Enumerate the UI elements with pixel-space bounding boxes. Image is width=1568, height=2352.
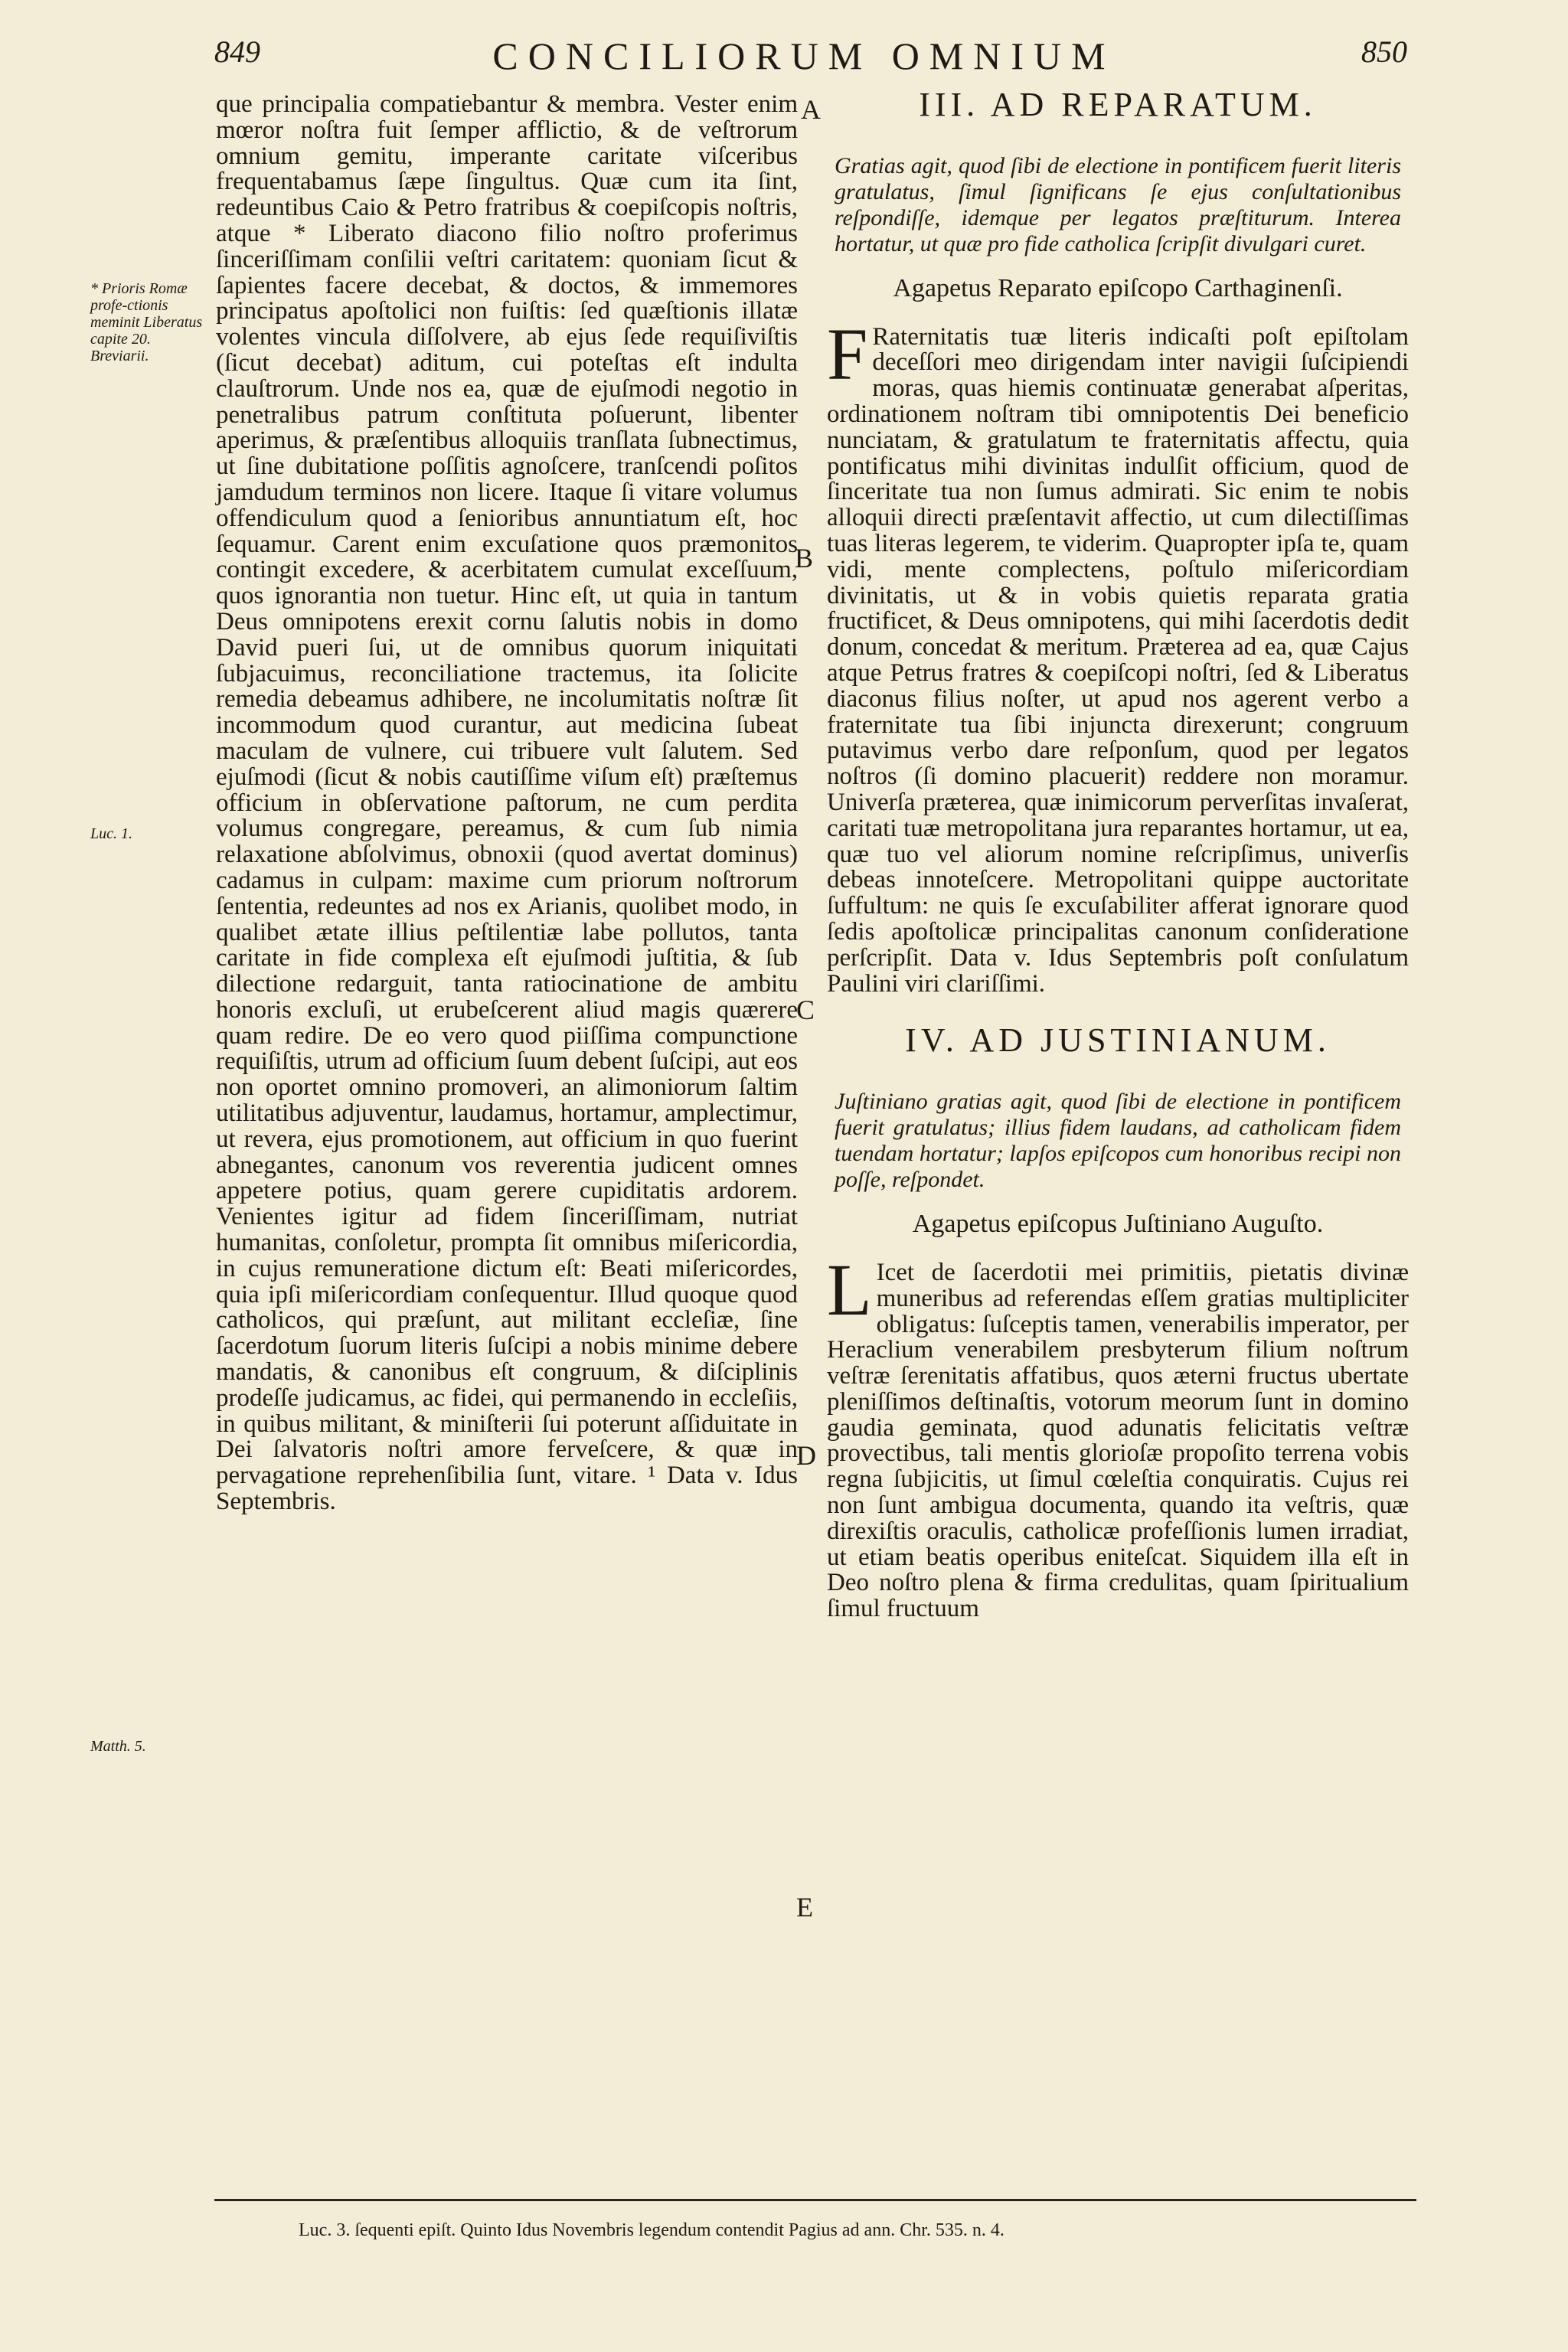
letter-justinianum [827, 1248, 1409, 1623]
dropcap-f: F [827, 312, 868, 395]
footnote: Luc. 3. ſequenti epiſt. Quinto Idus Novembris legendum contendit Pagius ad ann. Chr. 535. n. 4. [299, 2220, 1004, 2240]
letter-reparatum-text: Raternitatis tuæ literis indicaſti poſt epiſtolam deceſſori meo dirigendam inter navigii ſuſcipiendi moras, quas hiemis continuatæ generabat aſperitas, ordinationem noſtram tibi omnipotentis Dei beneficio nunciatam, & gratulatum te fraternitatis affectu, quia pontificatus mihi divinitas indulſit officium, quod de ſinceritate tua non ſumus admirati. Sic enim te nobis alloquii directi præſentavit affectio, ut cum dilectiſſimas tuas literas legerem, te viderim. Quapropter ipſa te, quam vidi, mente complectens, poſtulo miſericordiam divinitatis, ut & in vobis quietis reparata gratia fructificet, & Deus omnipotens, qui mihi ſacerdotis dedit donum, concedat & meritum. Præterea ad ea, quæ Cajus atque Petrus fratres & coepiſcopi noſtri, ſed & Liberatus diaconus filius noſter, ut apud nos agerent verbo a fraternitate tua ſibi injuncta direxerunt; congruum putavimus verbo dare reſponſum, quod per legatos noſtros (ſi domino placuerit) reddere non moramur. Univerſa præterea, quæ inimicorum perverſitas invaſerat, caritati tuæ metropolitana jura reparantes hortamur, ut ea, quæ tuo vel aliorum nomine reſcripſimus, univerſis debeas innoteſcere. Metropolitani quippe auctoritate ſuffultum: ne quis ſe excuſabiliter afferat ignorare quod ſedis apoſtolicæ principalitas canonum conſideratione perſcripſit. Data v. Idus Septembris poſt conſulatum Paulini viri clariſſimi. [827, 322, 1409, 998]
page-number-right: 850 [1361, 34, 1407, 69]
margin-note-matthew: Matth. 5. [90, 1738, 146, 1755]
address-reparatum: Agapetus Reparato epiſcopo Carthaginenſi. [893, 273, 1343, 302]
page-number-left: 849 [214, 34, 260, 69]
letter-justinianum-text: Icet de ſacerdotii mei primitiis, pietatis divinæ muneribus ad referendas eſſem gratias multipliciter obligatus: ſuſceptis tamen, venerabilis imperator, per Heraclium venerabilem presbyterum filium noſtrum veſtræ ſerenitatis affatibus, quos æterni fructus ubertate pleniſſimos deſtinaſtis, votorum meorum ſunt in domino gaudia geminata, quod adunatis felicitatis veſtræ provectibus, tali mentis glorioſæ propoſito terrena vobis regna ſubjicitis, ut ſimul cœleſtia conquiratis. Cujus rei non ſunt ambigua documenta, quando ita veſtris, quæ direxiſtis oraculis, catholicæ profeſſionis lumen irradiat, ut etiam beatis operibus eniteſcat. Siquidem illa eſt in Deo noſtro plena & firma credulitas, quam ſpiritualium ſimul fructuum [827, 1258, 1409, 1623]
right-column [827, 86, 1409, 1623]
summary-justinianum: Juſtiniano gratias agit, quod ſibi de electione in pontificem fuerit gratulatus; illius fidem laudans, ad catholicam fidem tuendam hortatur; lapſos epiſcopos cum honoribus recipi non poſſe, reſpondet. [835, 1089, 1401, 1193]
running-head: CONCILIORUM OMNIUM [492, 34, 1116, 77]
dropcap-l: L [827, 1248, 872, 1331]
section-letter-d: D [796, 1440, 816, 1471]
margin-note-luke: Luc. 1. [90, 825, 132, 842]
left-column [216, 92, 798, 1515]
footer-rule [214, 2199, 1416, 2201]
summary-reparatum: Gratias agit, quod ſibi de electione in pontificem fuerit literis gratulatus, ſimul ſignificans ſe ejus conſultationibus reſpondiſſe, idemque per legatos præſtiturum. Interea hortatur, ut quæ pro fide catholica ſcripſit divulgari curet. [835, 152, 1401, 256]
section-letter-c: C [796, 995, 815, 1025]
left-column-text: que principalia compatiebantur & membra. Vester enim mœror noſtra fuit ſemper afflictio, & de veſtrorum omnium gemitu, imperante caritate viſceribus frequentabamus ſæpe ſingultus. Quæ cum ita ſint, redeuntibus Caio & Petro fratribus & coepiſcopis noſtris, atque * Liberato diacono filio noſtro proferimus ſinceriſſimam conſilii veſtri caritatem: quoniam ſicut & ſapientes facere decebat, & doctos, & immemores principatus apoſtolici non fuiſtis: ſed quæſtionis illatæ volentes vincula diſſolvere, ab ejus ſede requiſiviſtis (ſicut decebat) aditum, cui poteſtas eſt indulta clauſtrorum. Unde nos ea, quæ de ejuſmodi negotio in penetralibus patrum conſtituta poſuerunt, libenter aperimus, & præſentibus alloquiis tranſlata ſubnectimus, ut ſine dubitatione poſſitis agnoſcere, tranſcendi poſitos jamdudum terminos non licere. Itaque ſi vitare volumus offendiculum quod a ſenioribus annuntiatum eſt, hoc ſequamur. Carent enim excuſatione quos præmonitos contingit excedere, & acerbitatem cumulat exceſſuum, quos ignorantia non tuetur. Hinc eſt, ut quia in tantum Deus omnipotens erexit cornu ſalutis nobis in domo David pueri ſui, ut de omnibus quorum iniquitati ſubjacuimus, reconciliatione tractemus, ita ſolicite remedia debeamus adhibere, ne incolumitatis noſtræ ſit incommodum quod curantur, aut medicina ſubeat maculam de vulnere, cui tribuere vult ſalutem. Sed ejuſmodi (ſicut & nobis cautiſſime viſum eſt) præſtemus officium in obſervatione paſtorum, ne cum perdita volumus congregare, pereamus, & cum ſub nimia relaxatione abſolvimus, obnoxii (quod avertat dominus) cadamus in culpam: maxime cum priorum noſtrorum ſententia, redeuntes ad nos ex Arianis, quolibet modo, in qualibet ætate illius peſtilentiæ labe pollutos, tanta caritate in fide complexa eſt ejuſmodi juſtitia, & ſub dilectione redarguit, tanta ratiocinatione de ambitu honoris excluſi, ut erubeſcerent aliud magis quærere quam redire. De eo vero quod piiſſima compunctione requiſiſtis, utrum ad officium ſuum debent ſuſcipi, aut eos non oportet omnino promoveri, an alimoniorum ſaltim utilitatibus adjuventur, laudamus, hortamur, amplectimur, ut revera, ejus promotionem, aut officium in quo fuerint abnegantes, canonum vos reverentia judicent omnes appetere potius, quam gerere cupiditatis ardorem. Venientes igitur ad fidem ſinceriſſimam, nutriat humanitas, conſoletur, prompta ſit omnibus miſericordia, in cujus remuneratione dictum eſt: Beati miſericordes, quia ipſi miſericordiam conſequentur. Illud quoque quod catholicos, qui præſunt, aut militant eccleſiæ, ſine ſacerdotum ſuorum literis ſuſcipi a nobis minime debere mandatis, & canonibus eſt congruum, & diſciplinis prodeſſe judicamus, ac fidei, qui permanendo in eccleſiis, in quibus militant, & miniſterii ſui poterunt aſſiduitate in Dei ſalvatoris noſtri amore ferveſcere, & quæ in pervagatione reprehenſibilia ſunt, vitare. ¹ Data v. Idus Septembris. [216, 90, 798, 1516]
address-justinianum: Agapetus epiſcopus Juſtiniano Auguſto. [912, 1210, 1324, 1239]
section-letter-b: B [795, 543, 814, 573]
section-heading-reparatum: III. AD REPARATUM. [919, 86, 1317, 123]
section-heading-justinianum: IV. AD JUSTINIANUM. [905, 1021, 1331, 1060]
section-letter-a: A [801, 94, 821, 125]
margin-note-liberatus: * Prioris Romæ profe-ctionis meminit Liberatus capite 20. Breviarii. [90, 280, 203, 364]
section-letter-e: E [796, 1892, 813, 1922]
letter-reparatum [827, 312, 1409, 998]
